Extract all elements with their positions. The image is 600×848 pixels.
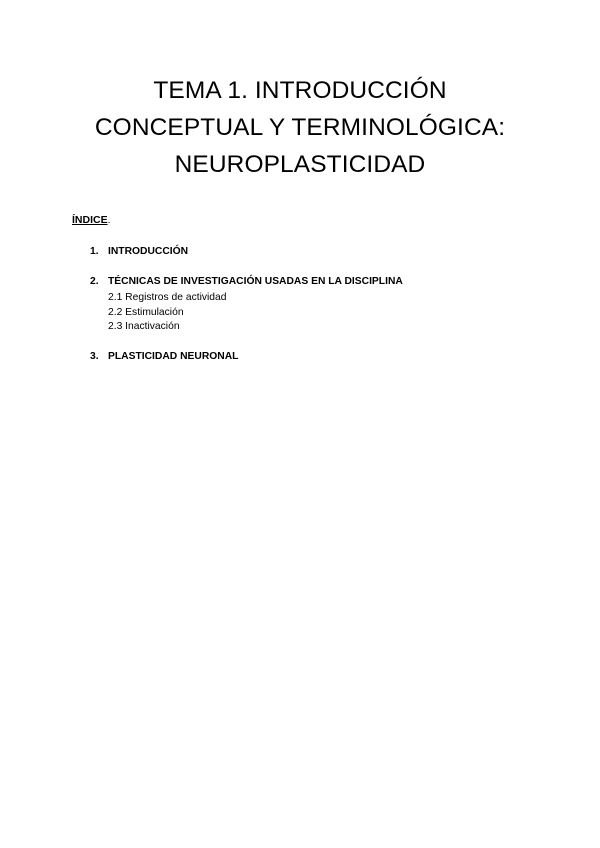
page-title (0, 72, 600, 183)
toc-subsection: 2.2 Estimulación (108, 307, 184, 318)
toc-section-label: TÉCNICAS DE INVESTIGACIÓN USADAS EN LA DISCIPLINA (108, 276, 403, 287)
toc-section-label: PLASTICIDAD NEURONAL (108, 351, 239, 362)
toc-subsection: 2.3 Inactivación (108, 321, 180, 332)
toc-section-number: 3. (90, 351, 99, 362)
index-heading-label: ÍNDICE (72, 214, 108, 226)
title-line: NEUROPLASTICIDAD (174, 151, 426, 178)
toc-section-number: 2. (90, 276, 99, 287)
toc-section-number: 1. (90, 246, 99, 257)
toc-section-3 (90, 350, 238, 363)
index-heading-suffix: . (107, 214, 111, 226)
toc-section-1 (90, 245, 188, 258)
title-line: TEMA 1. INTRODUCCIÓN (153, 77, 447, 104)
toc-subsection: 2.1 Registros de actividad (108, 292, 227, 303)
toc-section-label: INTRODUCCIÓN (108, 246, 189, 257)
toc-section-2 (90, 275, 403, 288)
index-heading (72, 213, 111, 227)
title-line: CONCEPTUAL Y TERMINOLÓGICA: (94, 114, 506, 141)
